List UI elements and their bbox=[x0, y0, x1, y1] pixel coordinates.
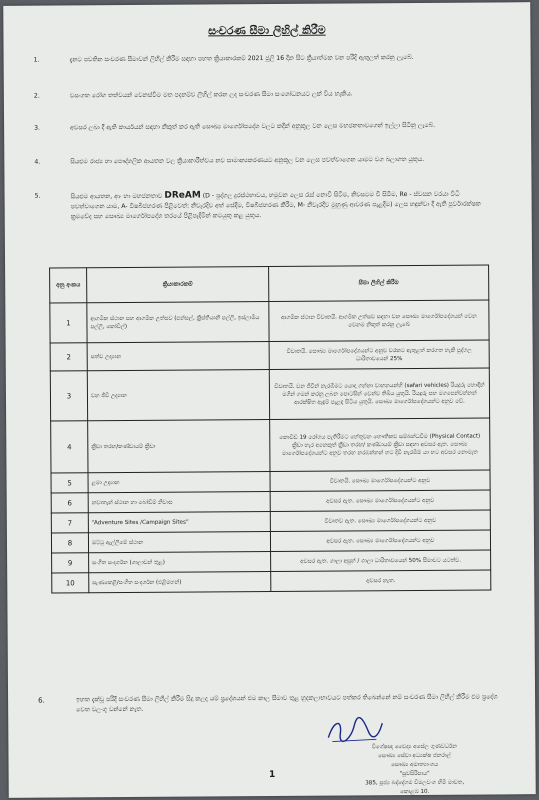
dream-acronym: DReAM bbox=[164, 190, 201, 201]
handwritten-signature bbox=[324, 715, 384, 745]
row-activity: ළමා උද්‍යාන bbox=[88, 471, 270, 492]
header-relaxation: සීමා ලිහිල් කිරීම bbox=[269, 265, 489, 302]
row-number: 5 bbox=[51, 473, 88, 493]
paragraph-text: ඉහත දැක්වූ පරිදි සංචරණ සීමා ලිහිල් කිරීම සිදු කලද යම් ප්‍රදේශයන් එම කාල සීමාව තුළ හුදකලාභාවයට පත්කර තිබෙන්නේ නම් සංචරණ සීමා ලිහිල් කිරීම එම ප්‍රදේශ වෙත වලංගු වන්නේ නැත. bbox=[76, 693, 498, 714]
row-number: 3 bbox=[50, 371, 87, 421]
signatory-address: 385, පූජ්‍ය බද්දේගම විමලවංශ හිමි මාවත, bbox=[365, 779, 465, 787]
row-activity: සත්ව උද්‍යාන bbox=[87, 342, 269, 371]
paragraph-number: 6. bbox=[38, 696, 45, 705]
signature-block bbox=[314, 718, 515, 797]
row-activity: ඔට්ටු ඇල්ලීමේ ස්ථාන bbox=[88, 531, 270, 552]
row-activity: ක්‍රීඩා තරඟ/කණ්ඩායම් ක්‍රීඩා bbox=[88, 419, 270, 472]
row-number: 6 bbox=[51, 493, 88, 513]
document-page bbox=[3, 2, 536, 798]
paragraph-text: අවසර ලබා දී ඇති කාර්යයන් සඳහා නිකුත් කර ඇති සෞඛ්‍ය මාර්ගෝපදේශ වලට කදින් අනුකූල වන ලෙස මහජනතාවගෙන් ඉල්ලා සිටිනු ලැබේ. bbox=[70, 121, 436, 132]
table-row bbox=[52, 570, 491, 593]
row-activity: ආගමික ස්ථාන සහ ආගමික උත්සව (පන්සල්, ක්‍රිස්තියානි පල්ලි, ඉස්ලාමීය පල්ලි, කෝවිල්) bbox=[87, 302, 269, 343]
row-number: 8 bbox=[51, 533, 88, 553]
paragraph-number: 4. bbox=[34, 158, 41, 166]
table-row bbox=[50, 368, 489, 421]
relaxation-table bbox=[49, 264, 491, 593]
row-relaxation: අවසර ඇත. සෞඛ්‍ය මාර්ගෝපදේශයන්ට අනුව bbox=[270, 530, 490, 552]
row-number: 2 bbox=[50, 343, 87, 371]
signatory-ministry: සෞඛ්‍ය අමාත්‍යාංශය bbox=[391, 761, 439, 769]
paragraph-number: 3. bbox=[34, 124, 41, 132]
row-relaxation: අවසර ඇත. ශාලා අසුන් / ශාලා ධාරිතාවයෙන් 50% සීමාවට යටත්ව. bbox=[271, 550, 491, 572]
row-activity: වන ජීවී උද්‍යාන bbox=[87, 370, 269, 421]
row-activity: සැණකෙළි/සංගීත සංදර්ශන (එළිමහන්) bbox=[89, 571, 271, 592]
table-header-row bbox=[50, 265, 489, 303]
signatory-title: සෞඛ්‍ය සේවා අධ්‍යක්ෂ ජනරාල් bbox=[378, 752, 451, 760]
paragraph-text: සියළුම රාජ්‍ය හා පෞද්ගලික ආයතන වල ක්‍රියාකාරීත්වය නව සාමාන්‍යකරණයට අනුකූල වන ලෙස පවත්වාගෙන යාමට වග බලාගත යුතුය. bbox=[70, 155, 425, 166]
row-relaxation: විවෘතව ඇත. සෞඛ්‍ය මාර්ගෝපදේශයන්ට අනුව bbox=[270, 510, 490, 532]
header-serial-no: අනු අංකය bbox=[50, 268, 87, 303]
paragraph-number: 2. bbox=[33, 92, 40, 100]
table-row bbox=[51, 418, 490, 473]
row-activity: “Adventure Sites /Campaign Sites” bbox=[88, 511, 270, 532]
paragraph-6 bbox=[38, 692, 498, 715]
row-activity: නවාතැන් ස්ථාන හා බෝඩිම් නිවාස bbox=[88, 491, 270, 512]
row-activity: සංගීත සංදර්ශන (ශාලාවන් තුළ) bbox=[89, 551, 271, 572]
paragraph-number: 5. bbox=[34, 192, 41, 200]
table-row bbox=[50, 340, 489, 371]
paragraph-number: 1. bbox=[33, 56, 40, 64]
paragraph-text: දැනට පවතින සංචරණ සීමාවන් ලිහිල් කිරීම සඳහා පහත ක්‍රියාකාරකම් 2021 ජූලි 16 දින සිට ක්‍රියාත්මක වන පරිදි ඇතුලත් කරනු ලැබේ. bbox=[69, 53, 414, 64]
row-number: 7 bbox=[51, 513, 88, 533]
row-relaxation: විවෘතයි. සෞඛ්‍ය මාර්ගෝපදේශයන්ට අනුව වරකට ඇතුළත් කරගත හැකි පුද්ගල ධාරිතාවයෙන් 25% bbox=[269, 340, 489, 370]
paragraph-2 bbox=[33, 88, 493, 101]
paragraph-text: වසංගත රෝග තත්වයන් වෙනස්වීම මත පදනම්ව ලිහිල් කරන ලද සංචරණ සීමා සංශෝධනයට ලක් විය හැකිය. bbox=[69, 90, 353, 100]
paragraph-text: සියළුම ආයතන, ආං හා මහජනතාව DReAM (D - පුද්ගල දුරස්ථභාවය, හමුවන ලෙස රැස් නොවී සිටීම, නිවසටම වී සිටීම, Re - ස්වසන වරයා විධි පවත්වාගෙන යාම, A- විෂබීජහරණ පිළිවෙත්: නිවැරදිව අත් සේදීම, විෂබීජහරණ කිරීම, M- නිවැරදිව මුහුණු ආවරණ පැළදීම) ලෙස හඳුන්වා දී ඇති පුර්වාරක්ෂක ක්‍රමවේද සහ සෞඛ්‍ය මාර්ගෝපදේශ තරයේ පිළිපැදීමින් කටයුතු කළ යුතුය. bbox=[70, 190, 481, 221]
page-number: 1 bbox=[268, 769, 276, 781]
row-number: 4 bbox=[51, 421, 88, 473]
paragraph-5 bbox=[34, 188, 494, 222]
table-row bbox=[50, 300, 489, 343]
row-relaxation: කොවිඩ් 19 රෝගය පැතිරීමට හේතුවන භෞතිකව සම්බන්ධවීම (Physical Contact) ක්‍රීඩා හැර අනෙකුත් ක්‍රීඩා තරඟ/ කණ්ඩායම් ක්‍රීඩා සඳහා අවසර ඇත. සෞඛ්‍ය මාර්ගෝපදේශයන්ට අනුව තරඟ නරඹන්නන් හට දිවී නැරඹීම් යා හට අවසර නොමැත bbox=[270, 418, 490, 472]
header-activity: ක්‍රියාකාරකම් bbox=[87, 267, 269, 303]
paragraph-1 bbox=[33, 52, 493, 65]
row-number: 1 bbox=[50, 303, 87, 343]
signatory-name: විශේෂඥ වෛද්‍ය අසේල ගුණවර්ධන bbox=[371, 743, 457, 751]
signatory-city: කොළඹ 10. bbox=[400, 788, 430, 796]
row-relaxation: ආගමික ස්ථාන විවෘතයි. ආගමික උත්සව සඳහා වන සෞඛ්‍ය මාර්ගෝපදේශයන් වෙන වෙනම නිකුත් කරනු ලැබේ bbox=[269, 300, 489, 342]
paragraph-4 bbox=[34, 154, 493, 167]
row-number: 10 bbox=[52, 573, 89, 593]
signatory-building: "සුවසිරිපාය" bbox=[399, 770, 430, 778]
paragraph-3 bbox=[34, 120, 493, 133]
row-relaxation: අවසර ඇත. සෞඛ්‍ය මාර්ගෝපදේශයන්ට අනුව bbox=[270, 490, 490, 512]
row-relaxation: අවසර නැත. bbox=[271, 570, 491, 592]
document-title: සංචරණ සීමා ලිහිල් කිරීම bbox=[208, 23, 326, 38]
row-relaxation: විවෘතයි. වන ජීවීන් නැරඹීමට යොදා ගන්නා වාහනයන්හි (safari vehicles) රියදුරු හොඳින් මගීන් ගමන් කරනු ලබන පොටසින් වෙන්ව තිබිය යුතුයි. රියදුරු සහ මගපෙන්වන්නන් ආරක්ෂිත ඇඳුම් පැළඳ සිටිය යුතුයි. සෞඛ්‍ය මාර්ගෝපදේශයන්ට අනුව වේ. bbox=[269, 368, 489, 420]
row-relaxation: විවෘතයි. සෞඛ්‍ය මාර්ගෝපදේශයන්ට අනුව bbox=[270, 470, 490, 492]
row-number: 9 bbox=[52, 553, 89, 573]
